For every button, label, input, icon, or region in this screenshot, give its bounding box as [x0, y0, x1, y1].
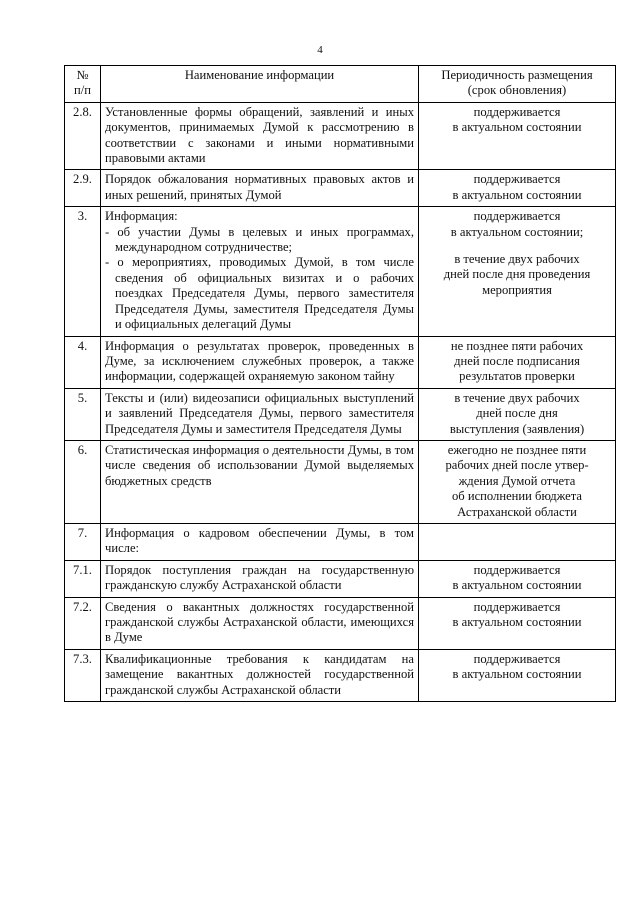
- row-period-line: дней после подписания: [454, 353, 580, 368]
- row-period-spacer: [423, 240, 611, 252]
- table-row: [65, 207, 616, 336]
- table-row: [65, 523, 616, 560]
- row-name-text: Тексты и (или) видеозаписи официальных выступлений и заявлений Председателя Думы, первого заместителя Председателя Думы и заместителя Председателя Думы: [105, 390, 414, 436]
- table-row: [65, 102, 616, 170]
- header-period-line: Периодичность размещения: [441, 68, 593, 82]
- row-name: [101, 336, 419, 388]
- row-period-line: поддерживается: [473, 209, 561, 224]
- table-row: [65, 440, 616, 523]
- table-row: [65, 560, 616, 597]
- row-period-line: в актуальном состоянии: [452, 578, 582, 593]
- page-number: 4: [317, 44, 323, 56]
- row-name-text: Квалификационные требования к кандидатам на замещение вакантных должностей государственной гражданской службы Астраханской области: [105, 651, 414, 697]
- row-number: 4.: [65, 336, 101, 388]
- row-name-text: Порядок обжалования нормативных правовых актов и иных решений, принятых Думой: [105, 172, 414, 202]
- row-period-line: результатов проверки: [459, 369, 575, 384]
- header-number-line: п/п: [74, 83, 91, 98]
- row-name: [101, 170, 419, 207]
- row-name-text: Информация о кадровом обеспечении Думы, в том числе:: [105, 525, 414, 556]
- row-number: 2.8.: [65, 102, 101, 170]
- row-number: 7.: [65, 523, 101, 560]
- header-period-line: (срок обновления): [467, 83, 567, 98]
- row-period-line: поддерживается: [473, 599, 561, 614]
- row-period: [419, 336, 616, 388]
- row-period-line: поддерживается: [473, 172, 561, 187]
- row-name-text: Информация:: [105, 209, 178, 224]
- row-name: [101, 597, 419, 649]
- table-row: [65, 170, 616, 207]
- row-period-line: ежегодно не позднее пяти: [447, 442, 587, 457]
- table-row: [65, 388, 616, 440]
- row-name: [101, 523, 419, 560]
- row-period: [419, 440, 616, 523]
- row-period-line: дней после дня: [476, 406, 558, 421]
- row-period: [419, 207, 616, 336]
- row-period: [419, 560, 616, 597]
- information-table: [64, 65, 616, 702]
- row-period-line: не позднее пяти рабочих: [450, 338, 584, 353]
- row-number: 7.2.: [65, 597, 101, 649]
- header-number: [65, 66, 101, 103]
- row-period-line: поддерживается: [473, 104, 561, 119]
- row-period-line: дней после дня проведения: [443, 267, 591, 282]
- header-name: Наименование информации: [101, 66, 419, 103]
- row-name-text: Информация о результатах проверок, проведенных в Думе, за исключением служебных проверок, а также информации, содержащей охраняемую законом тайну: [105, 338, 414, 384]
- row-number: 7.1.: [65, 560, 101, 597]
- row-number: 6.: [65, 440, 101, 523]
- row-period-line: об исполнении бюджета: [452, 489, 582, 504]
- row-name: [101, 207, 419, 336]
- row-number: 5.: [65, 388, 101, 440]
- row-name: [101, 560, 419, 597]
- row-name: [101, 388, 419, 440]
- row-name-text: - о мероприятиях, проводимых Думой, в том числе сведения об официальных визитах и о рабочих поездках Председателя Думы, первого заместителя Председателя Думы, заместителя Председателя Думы и официальных делегаций Думы: [105, 255, 414, 332]
- row-period: [419, 102, 616, 170]
- row-number: 3.: [65, 207, 101, 336]
- row-period-line: в актуальном состоянии: [452, 615, 582, 629]
- row-period-line: в актуальном состоянии: [452, 667, 582, 682]
- row-number: 7.3.: [65, 649, 101, 701]
- row-period-line: в актуальном состоянии: [452, 187, 582, 202]
- row-period: [419, 388, 616, 440]
- row-period-line: ждения Думой отчета: [458, 473, 576, 488]
- row-name-text: Статистическая информация о деятельности Думы, в том числе сведения об использовании Думой выделяемых бюджетных средств: [105, 442, 414, 488]
- row-name: [101, 102, 419, 170]
- header-period: [419, 66, 616, 103]
- row-period-line: в актуальном состоянии: [452, 120, 582, 135]
- row-period-line: рабочих дней после утвер-: [445, 458, 589, 473]
- table-row: [65, 597, 616, 649]
- row-period-line: в течение двух рабочих: [454, 252, 580, 267]
- row-period: [419, 170, 616, 207]
- table-row: [65, 336, 616, 388]
- row-period: [419, 649, 616, 701]
- row-period-line: в актуальном состоянии;: [450, 224, 584, 239]
- header-number-line: №: [76, 68, 89, 82]
- row-name-text: Сведения о вакантных должностях государственной гражданской службы Астраханской области, имеющихся в Думе: [105, 599, 414, 645]
- row-number: 2.9.: [65, 170, 101, 207]
- row-period-line: поддерживается: [473, 651, 561, 666]
- row-period-line: мероприятия: [482, 282, 552, 297]
- row-name: [101, 440, 419, 523]
- table-row: [65, 649, 616, 701]
- row-name: [101, 649, 419, 701]
- row-name-text: Установленные формы обращений, заявлений и иных документов, принимаемых Думой к рассмотрению в соответствии с законами и иными нормативными правовыми актами: [105, 104, 414, 166]
- row-period-line: выступления (заявления): [449, 421, 585, 436]
- row-period-empty: [419, 523, 616, 560]
- row-name-text: - об участии Думы в целевых и иных программах, международном сотрудничестве;: [105, 224, 414, 255]
- row-period-line: в течение двух рабочих: [454, 390, 580, 405]
- table-header-row: [65, 66, 616, 103]
- row-period: [419, 597, 616, 649]
- row-period-line: поддерживается: [473, 562, 561, 577]
- row-name-text: Порядок поступления граждан на государственную гражданскую службу Астраханской области: [105, 562, 414, 593]
- row-period-line: Астраханской области: [457, 504, 577, 519]
